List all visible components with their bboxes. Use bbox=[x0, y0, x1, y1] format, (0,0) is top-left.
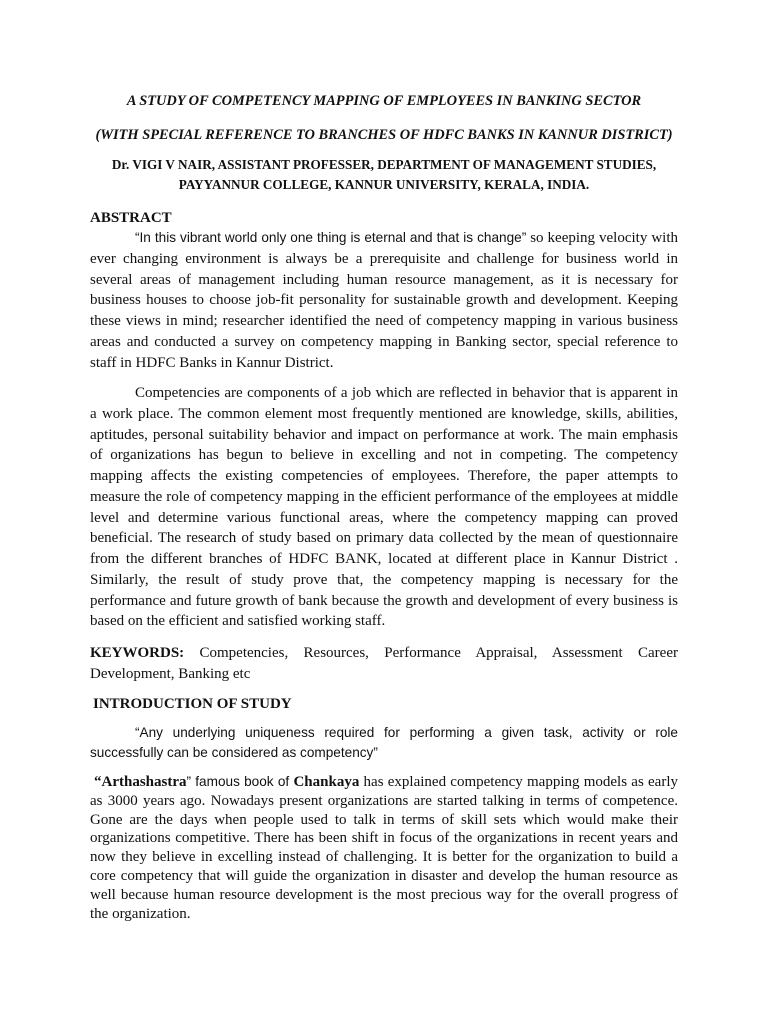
intro-quote: “Any underlying uniqueness required for performing a given task, activity or role successfully can be considered as competency” bbox=[90, 725, 678, 760]
abstract-paragraph-2: Competencies are components of a job which are reflected in behavior that is apparent in a work place. The common element most frequently mentioned are knowledge, skills, abilities, aptitudes, personal suitability behavior and impact on performance at work. The main emphasis of organizations has begun to believe in excelling and not in competing. The competency mapping affects the existing competencies of employees. Therefore, the paper attempts to measure the role of competency mapping in the efficient performance of the employees at middle level and determine various functional areas, where the competency mapping can proved beneficial. The research of study based on primary data collected by the mean of questionnaire from the different branches of HDFC BANK, located at different place in Kannur District . Similarly, the result of study prove that, the competency mapping is necessary for the performance and future growth of bank because the growth and development of every business is based on the efficient and satisfied working staff. bbox=[90, 385, 678, 630]
abstract-heading: ABSTRACT bbox=[90, 210, 172, 226]
author-block bbox=[90, 155, 678, 194]
keywords-label: KEYWORDS: bbox=[90, 645, 185, 661]
author-line-2: PAYYANNUR COLLEGE, KANNUR UNIVERSITY, KERALA, INDIA. bbox=[178, 176, 590, 192]
keywords-text: Competencies, Resources, Performance Appraisal, Assessment Career Development, Banking etc bbox=[90, 645, 678, 682]
keywords bbox=[90, 643, 678, 685]
author-name: Chankaya bbox=[293, 774, 360, 790]
intro-text-a: ” famous book of bbox=[186, 774, 294, 789]
paper-subtitle: (WITH SPECIAL REFERENCE TO BRANCHES OF HDFC BANKS IN KANNUR DISTRICT) bbox=[95, 127, 673, 143]
intro-heading: INTRODUCTION OF STUDY bbox=[93, 696, 292, 712]
book-title: “Arthashastra bbox=[94, 774, 187, 790]
abstract-paragraph-1-text: so keeping velocity with ever changing environment is always be a prerequisite and challenge for business world in several areas of management including human resource management, as it is necessary for business houses to choose job-fit personality for sustainable growth and development. Keeping these views in mind; researcher identified the need of competency mapping in various business areas and conducted a survey on competency mapping in Banking sector, special reference to staff in HDFC Banks in Kannur District. bbox=[90, 230, 678, 371]
paper-title: A STUDY OF COMPETENCY MAPPING OF EMPLOYEES IN BANKING SECTOR bbox=[126, 93, 642, 109]
author-line-1: Dr. VIGI V NAIR, ASSISTANT PROFESSER, DEPARTMENT OF MANAGEMENT STUDIES, bbox=[111, 157, 657, 172]
abstract-quote: “In this vibrant world only one thing is eternal and that is change” bbox=[135, 230, 527, 245]
intro-text-b: has explained competency mapping models as early as 3000 years ago. Nowadays present organizations are started talking in terms of competence. Gone are the days when people used to talk in terms of skill sets which would make their organizations competitive. There has been shift in focus of the organizations in recent years and now they believe in excelling instead of challenging. It is better for the organization to build a core competency that will guide the organization in disaster and develop the human resource as well because human resource development is the most precious way for the overall progress of the organization. bbox=[90, 774, 678, 922]
abstract-paragraph-1 bbox=[90, 228, 678, 373]
intro-paragraph bbox=[90, 773, 678, 923]
